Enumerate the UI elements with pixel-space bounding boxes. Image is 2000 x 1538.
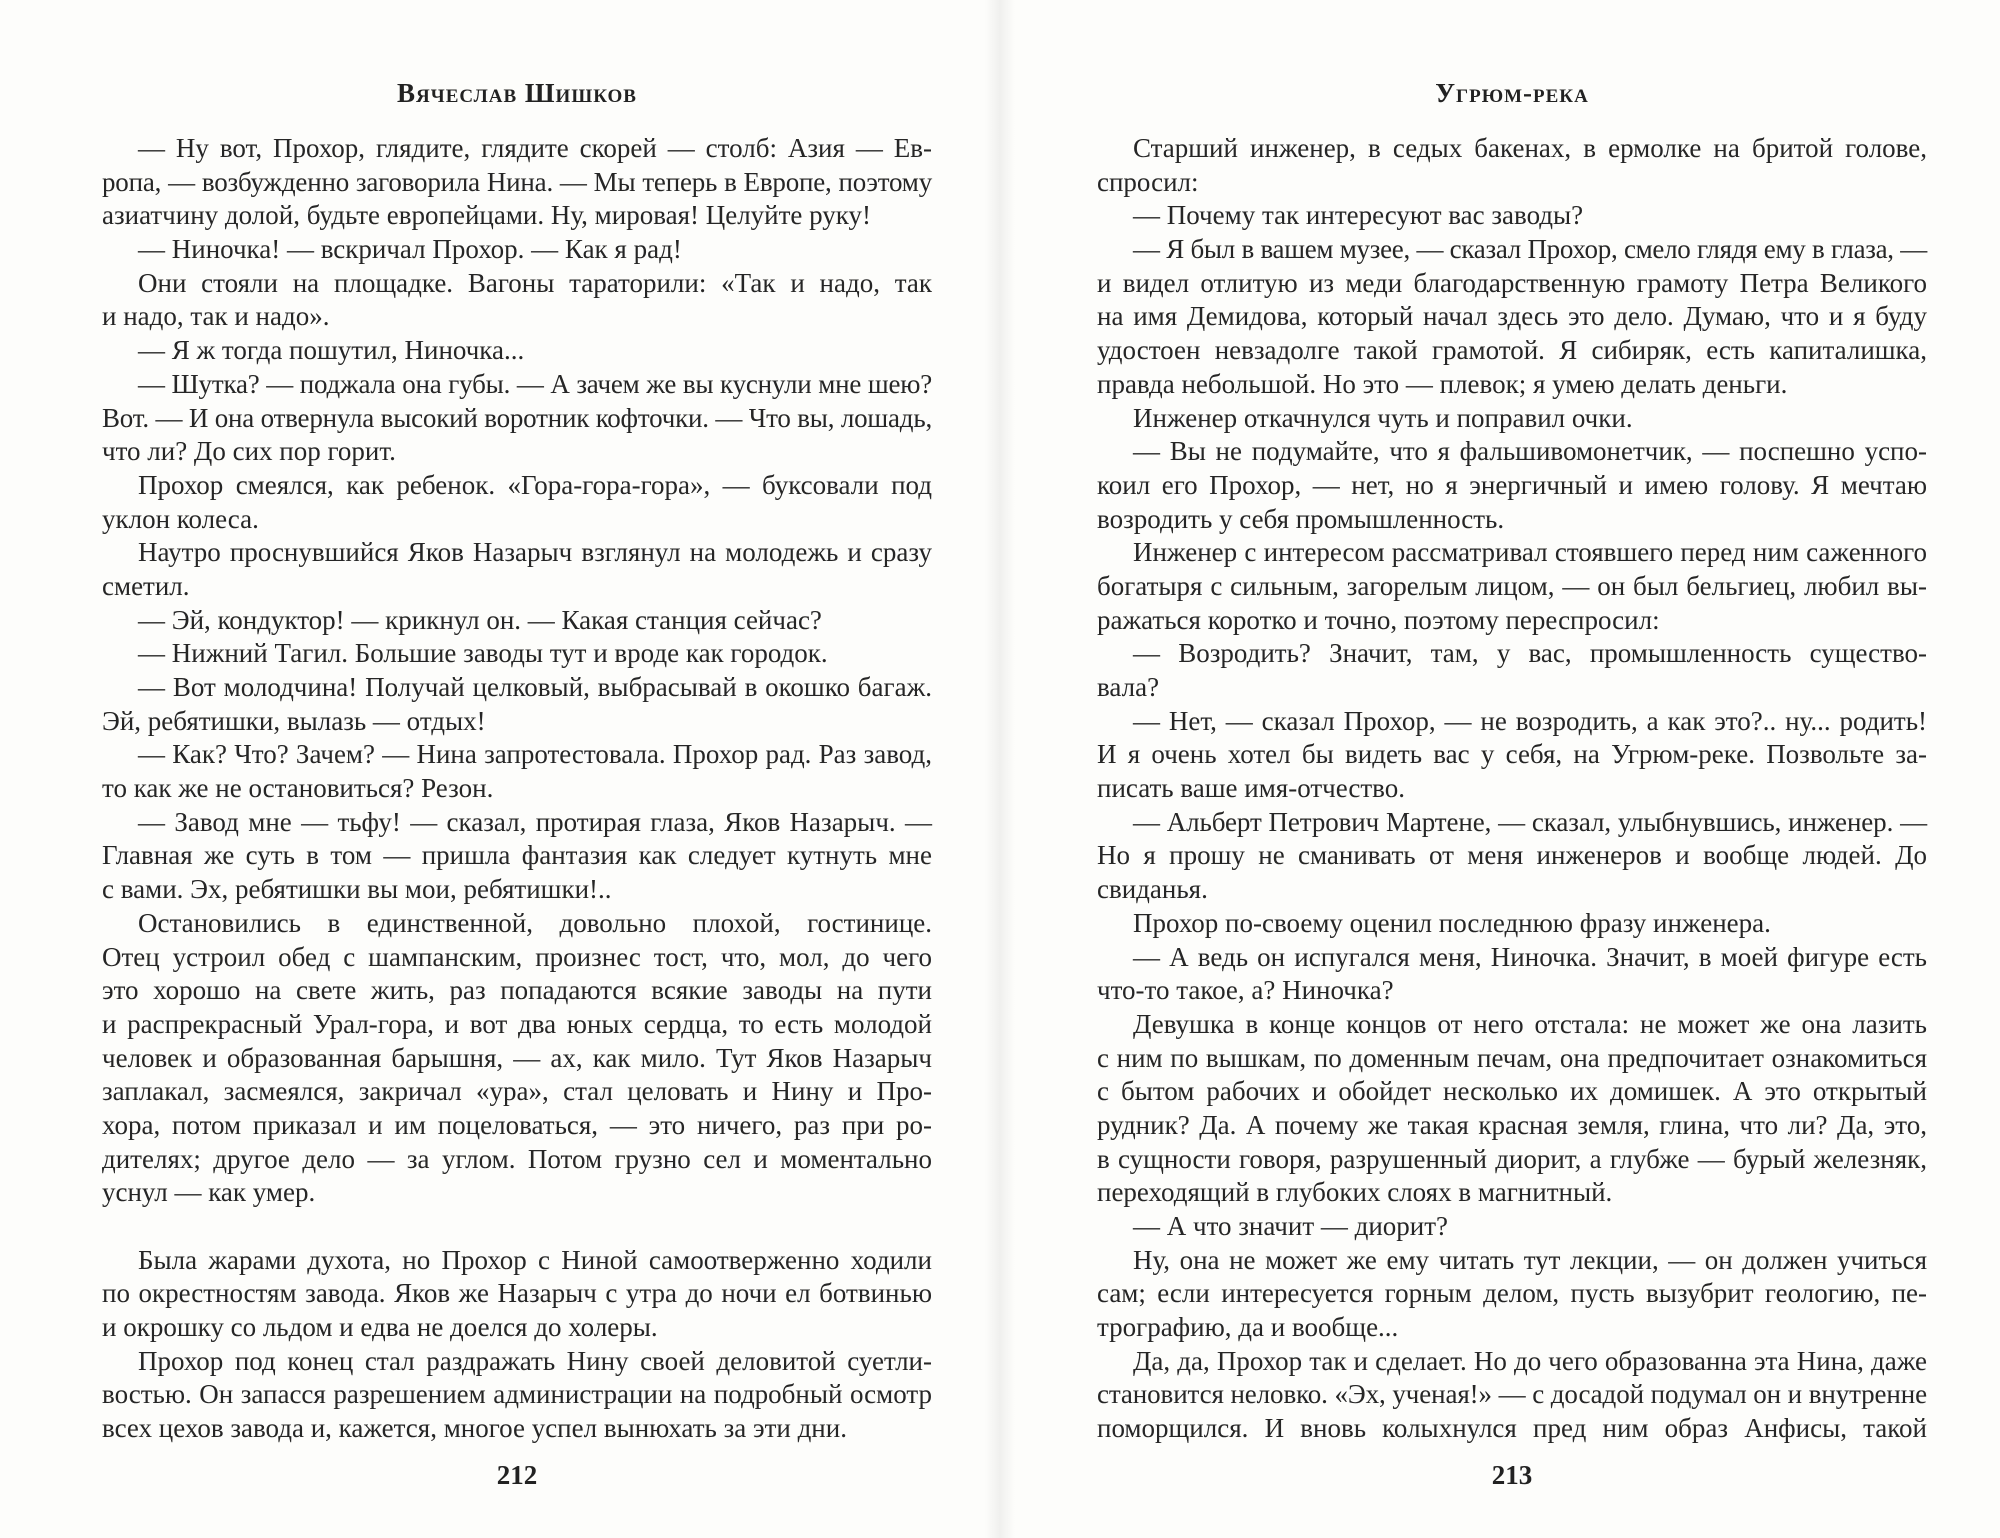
text-line: И я очень хотел бы видеть вас у себя, на Угрюм-реке. Позвольте за- — [1097, 739, 1927, 770]
text-line: Была жарами духота, но Прохор с Ниной самоотверженно ходили — [138, 1244, 932, 1275]
text-line: ражаться коротко и точно, поэтому переспросил: — [1097, 604, 1660, 635]
page-body — [102, 132, 932, 1446]
text-line: — Ну вот, Прохор, глядите, глядите скорей — столб: Азия — Ев- — [138, 133, 932, 163]
text-line: правда небольшой. Но это — плевок; я умею делать деньги. — [1097, 368, 1788, 399]
text-line: Эй, ребятишки, вылазь — отдых! — [102, 705, 486, 736]
text-line: поморщился. И вновь колыхнулся пред ним образ Анфисы, такой — [1097, 1413, 1927, 1444]
text-line: богатыря с сильным, загорелым лицом, — он был бельгиец, любил вы- — [1097, 570, 1927, 601]
text-line: Но я прошу не сманивать от меня инженеров и вообще людей. До — [1097, 840, 1927, 871]
text-line: уклон колеса. — [102, 503, 259, 534]
text-line: становится неловко. «Эх, ученая!» — с досадой подумал он и внутренне — [1097, 1379, 1927, 1410]
text-line: Старший инженер, в седых бакенах, в ермолке на бритой голове, — [1133, 133, 1927, 163]
text-line: на имя Демидова, который начал здесь это дело. Думаю, что и я буду — [1097, 301, 1927, 332]
page-number: 212 — [496, 1460, 538, 1490]
running-header-author: Вячеслав Шишков — [397, 78, 637, 108]
text-line: и окрошку со льдом и едва не доелся до холеры. — [102, 1312, 658, 1343]
running-header-title: Угрюм-река — [1435, 78, 1589, 108]
text-line: — Я ж тогда пошутил, Ниночка... — [138, 335, 525, 366]
text-line: — Альберт Петрович Мартене, — сказал, улыбнувшись, инженер. — — [1133, 806, 1927, 837]
text-line: и распрекрасный Урал-гора, и вот два юных сердца, то есть молодой — [102, 1008, 932, 1039]
text-line: азиатчину долой, будьте европейцами. Ну, мировая! Целуйте руку! — [102, 200, 872, 231]
page-number: 213 — [1491, 1460, 1533, 1490]
text-line: в сущности говоря, разрушенный диорит, а глубже — бурый железняк, — [1097, 1143, 1927, 1174]
text-line: Прохор по-своему оценил последнюю фразу инженера. — [1133, 907, 1771, 938]
text-line: Отец устроил обед с шампанским, произнес тост, что, мол, до чего — [102, 941, 932, 972]
text-line: — А что значит — диорит? — [1133, 1211, 1449, 1241]
text-line: — Вот молодчина! Получай целковый, выбрасывай в окошко багаж. — [138, 672, 932, 702]
text-line: Главная же суть в том — пришла фантазия как следует кутнуть мне — [102, 840, 932, 871]
text-line: Ну, она не может же ему читать тут лекции, — он должен учиться — [1133, 1244, 1927, 1275]
text-line: с ним по вышкам, по доменным печам, она предпочитает ознакомиться — [1097, 1042, 1927, 1073]
text-line: с бытом рабочих и обойдет несколько их домишек. А это открытый — [1097, 1076, 1927, 1107]
text-line: Инженер откачнулся чуть и поправил очки. — [1133, 402, 1633, 433]
text-line: то как же не остановиться? Резон. — [102, 773, 494, 804]
text-line: востью. Он запасся разрешением администрации на подробный осмотр — [102, 1379, 932, 1410]
text-line: Они стояли на площадке. Вагоны тараторили: «Так и надо, так — [138, 267, 932, 298]
book-gutter — [985, 0, 1015, 1538]
text-line: коил его Прохор, — нет, но я энергичный и имею голову. Я мечтаю — [1097, 469, 1927, 500]
text-line: Прохор смеялся, как ребенок. «Гора-гора-гора», — буксовали под — [138, 469, 932, 500]
text-line: — Завод мне — тьфу! — сказал, протирая глаза, Яков Назарыч. — — [138, 806, 932, 837]
left-page — [102, 0, 932, 1538]
text-line: — Шутка? — поджала она губы. — А зачем же вы куснули мне шею? — [138, 368, 932, 399]
text-line: Остановились в единственной, довольно плохой, гостинице. — [138, 907, 932, 938]
section-break — [102, 1210, 932, 1244]
text-line: что ли? До сих пор горит. — [102, 436, 396, 467]
text-line: Вот. — И она отвернула высокий воротник кофточки. — Что вы, лошадь, — [102, 402, 932, 433]
text-line: — Нет, — сказал Прохор, — не возродить, а как это?.. ну... родить! — [1133, 705, 1927, 736]
text-line: свиданья. — [1097, 874, 1208, 905]
right-page — [1097, 0, 1927, 1538]
text-line: заплакал, засмеялся, закричал «ура», стал целовать и Нину и Про- — [102, 1076, 932, 1107]
text-line: удостоен невзадолге такой грамотой. Я сибиряк, есть капиталишка, — [1097, 335, 1927, 366]
text-line: писать ваше имя-отчество. — [1097, 773, 1405, 804]
text-line: с вами. Эх, ребятишки вы мои, ребятишки!.. — [102, 874, 612, 905]
text-line: — Вы не подумайте, что я фальшивомонетчик, — поспешно успо- — [1133, 436, 1927, 467]
text-line: сам; если интересуется горным делом, пусть вызубрит геологию, пе- — [1097, 1278, 1927, 1309]
text-line: возродить у себя промышленность. — [1097, 503, 1505, 534]
text-line: ропа, — возбужденно заговорила Нина. — Мы теперь в Европе, поэтому — [102, 166, 932, 197]
text-line: — Ниночка! — вскричал Прохор. — Как я рад! — [138, 234, 682, 265]
text-line: Девушка в конце концов от него отстала: не может же она лазить — [1133, 1008, 1927, 1039]
text-line: что-то такое, а? Ниночка? — [1097, 975, 1394, 1006]
text-line: дителях; другое дело — за углом. Потом грузно сел и моментально — [102, 1143, 932, 1174]
text-line: всех цехов завода и, кажется, многое успел вынюхать за эти дни. — [102, 1413, 847, 1444]
text-line: хора, потом приказал и им поцеловаться, — это ничего, раз при ро- — [102, 1109, 932, 1140]
text-line: Инженер с интересом рассматривал стоявшего перед ним саженного — [1133, 537, 1927, 568]
text-line: — Нижний Тагил. Большие заводы тут и вроде как городок. — [138, 638, 828, 669]
text-line: — Возродить? Значит, там, у вас, промышленность существо- — [1133, 638, 1927, 669]
text-line: Наутро проснувшийся Яков Назарыч взглянул на молодежь и сразу — [138, 537, 932, 568]
text-line: вала? — [1097, 672, 1160, 702]
text-line: — Эй, кондуктор! — крикнул он. — Какая станция сейчас? — [138, 604, 822, 635]
text-line: уснул — как умер. — [102, 1177, 316, 1208]
text-line: человек и образованная барышня, — ах, как мило. Тут Яков Назарыч — [102, 1042, 932, 1073]
text-line: и видел отлитую из меди благодарственную грамоту Петра Великого — [1097, 267, 1927, 298]
text-line: по окрестностям завода. Яков же Назарыч с утра до ночи ел ботвинью — [102, 1278, 932, 1309]
text-line: Прохор под конец стал раздражать Нину своей деловитой суетли- — [138, 1345, 932, 1376]
text-line: спросил: — [1097, 166, 1199, 197]
text-line: сметил. — [102, 570, 190, 601]
text-line: и надо, так и надо». — [102, 301, 330, 332]
text-line: — Я был в вашем музее, — сказал Прохор, смело глядя ему в глаза, — — [1133, 234, 1927, 265]
text-line: — А ведь он испугался меня, Ниночка. Значит, в моей фигуре есть — [1133, 941, 1927, 972]
text-line: — Как? Что? Зачем? — Нина запротестовала. Прохор рад. Раз завод, — [138, 739, 932, 770]
text-line: это хорошо на свете жить, раз попадаются всякие заводы на пути — [102, 975, 932, 1006]
text-line: Да, да, Прохор так и сделает. Но до чего образованна эта Нина, даже — [1133, 1345, 1927, 1376]
text-line: трографию, да и вообще... — [1097, 1312, 1399, 1343]
text-line: — Почему так интересуют вас заводы? — [1133, 200, 1584, 231]
text-line: рудник? Да. А почему же такая красная земля, глина, что ли? Да, это, — [1097, 1109, 1927, 1140]
text-line: переходящий в глубоких слоях в магнитный. — [1097, 1177, 1613, 1208]
page-body — [1097, 132, 1927, 1446]
